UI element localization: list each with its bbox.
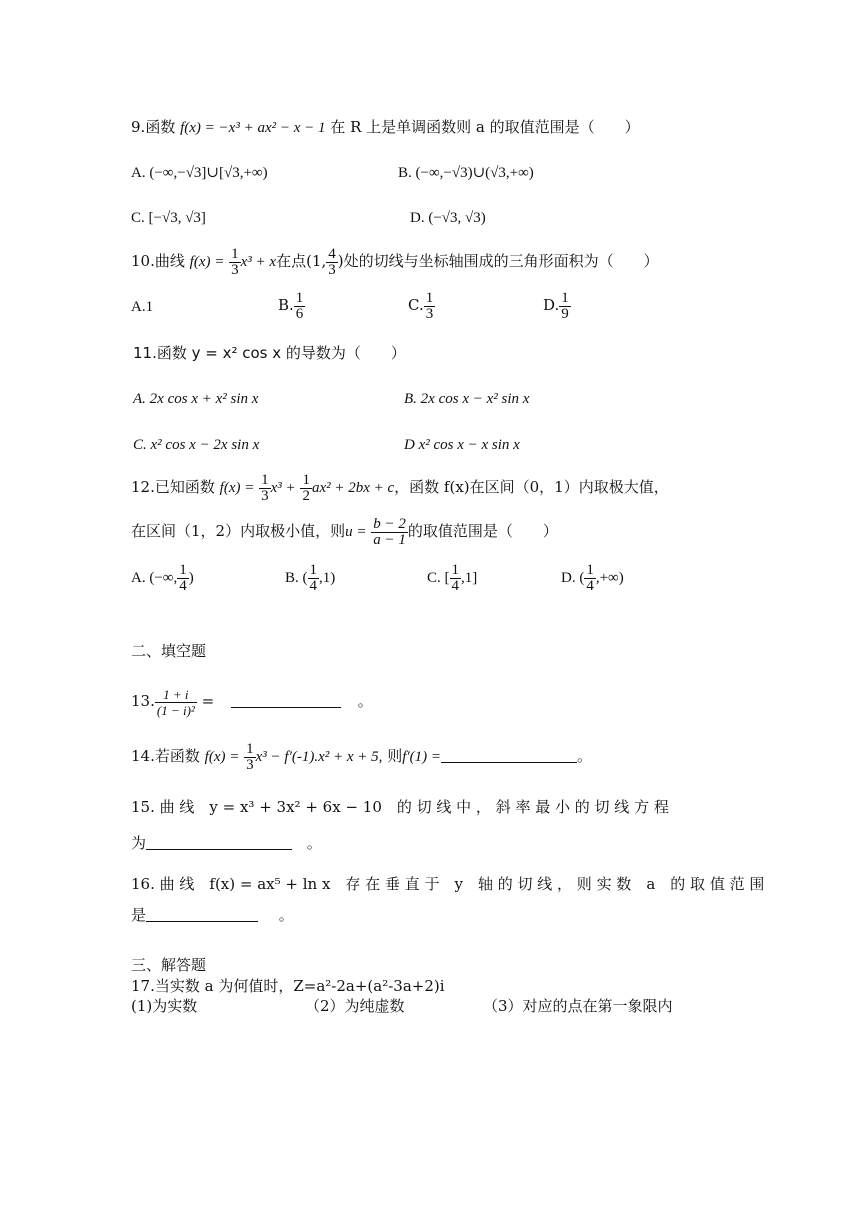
q17-part-1: (1)为实数	[131, 997, 198, 1015]
q14-answer-blank[interactable]	[441, 748, 577, 763]
q12-option-b: B. ( $\frac{1}{4}$ ,1)	[285, 562, 336, 595]
question-16-line-1: 16. 曲 线 f(x) = ax⁵ + ln x 存 在 垂 直 于 y 轴 的 切 线 ， 则 实 数 a 的 取 值 范 围	[131, 875, 765, 893]
question-17: 17.当实数 a 为何值时，Z=a²-2a+(a²-3a+2)i	[131, 977, 445, 995]
q10-option-c: C. $\frac{1}{3}$	[408, 289, 434, 322]
question-9: 9.函数 f(x) = −x³ + ax² − x − 1 在 R 上是单调函数则 a 的取值范围是（ ）	[131, 118, 640, 136]
q9-option-c: C. [−√3, √3]	[131, 210, 206, 226]
q10-option-b: B. $\frac{1}{6}$	[278, 289, 304, 322]
q12-option-d: D. ( $\frac{1}{4}$ ,+∞)	[561, 562, 624, 595]
question-10: 10.曲线 f(x) = $\frac{1}{3}$ x³ + x在点(1, $\frac{4}{3}$ )处的切线与坐标轴围成的三角形面积为（ ）	[131, 245, 659, 278]
question-15-line-1: 15. 曲 线 y = x³ + 3x² + 6x − 10 的 切 线 中 ， 斜 率 最 小 的 切 线 方 程	[131, 798, 669, 816]
q10-fraction-one-third: $\frac{1}{3}$	[231, 245, 239, 278]
q9-option-b: B. (−∞,−√3)∪(√3,+∞)	[398, 165, 534, 181]
question-13: 13. $\frac{1 + i}{\text{(1 − i)²}}$ = 。	[131, 686, 373, 718]
q11-option-a: A. 2x cos x + x² sin x	[133, 391, 259, 407]
q9-formula: f(x) = −x³ + ax² − x − 1	[180, 120, 326, 136]
q17-part-3: （3）对应的点在第一象限内	[483, 997, 673, 1015]
q17-part-2: （2）为纯虚数	[305, 997, 405, 1015]
q10-option-a: A.1	[131, 299, 154, 315]
q9-option-d: D. (−√3, √3)	[410, 210, 486, 226]
q11-option-d: D x² cos x − x sin x	[404, 437, 520, 453]
q12-option-a: A. (−∞, $\frac{1}{4}$ )	[131, 562, 194, 595]
question-16-line-2: 是 。	[131, 906, 294, 924]
question-12-line-1: 12.已知函数 f(x) = $\frac{1}{3}$ x³ + $\frac{1}{2}$ ax² + 2bx + c，函数 f(x)在区间（0，1）内取极大值，	[131, 471, 669, 504]
question-12-line-2: 在区间（1，2）内取极小值，则u = $\frac{b - 2}{a - 1}$ 的取值范围是（ ）	[131, 515, 558, 548]
question-11: 11.函数 y = x² cos x 的导数为（ ）	[133, 344, 406, 362]
question-14: 14.若函数 f(x) = $\frac{1}{3}$ x³ − f′(-1).x² + x + 5, 则f′(1) = 。	[131, 740, 593, 773]
q9-option-a: A. (−∞,−√3]∪[√3,+∞)	[131, 165, 268, 181]
q10-fraction-four-thirds: $\frac{4}{3}$	[328, 245, 336, 278]
q16-answer-blank[interactable]	[146, 907, 258, 922]
q11-option-c: C. x² cos x − 2x sin x	[133, 437, 260, 453]
section-fill-in-heading: 二、填空题	[131, 642, 207, 660]
section-answer-heading: 三、解答题	[131, 956, 207, 974]
q11-option-b: B. 2x cos x − x² sin x	[404, 391, 530, 407]
q13-answer-blank[interactable]	[231, 693, 341, 708]
q10-option-d: D. $\frac{1}{9}$	[543, 289, 569, 322]
q12-option-c: C. [ $\frac{1}{4}$ ,1]	[427, 562, 478, 595]
question-15-line-2: 为 。	[131, 834, 322, 852]
q15-answer-blank[interactable]	[146, 835, 292, 850]
